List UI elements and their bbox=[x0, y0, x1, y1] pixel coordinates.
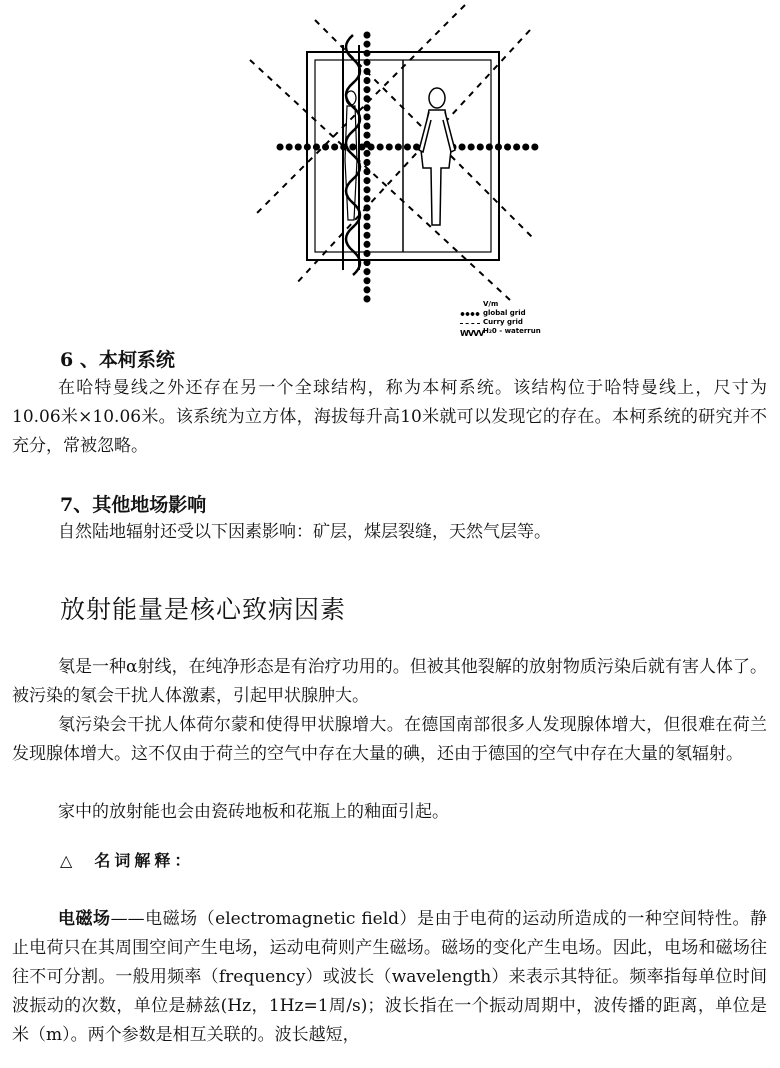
glossary-title: 名词解释： bbox=[94, 851, 195, 870]
section7-paragraph: 自然陆地辐射还受以下因素影响：矿层，煤层裂缝，天然气层等。 bbox=[58, 522, 551, 542]
paragraph-glaze: 家中的放射能也会由瓷砖地板和花瓶上的釉面引起。 bbox=[58, 802, 449, 822]
legend-global: global grid bbox=[483, 309, 526, 317]
section6-heading: 6 、本柯系统 bbox=[60, 349, 175, 371]
room-frame bbox=[307, 52, 499, 260]
paragraph-radon: 氡是一种α射线，在纯净形态是有治疗功用的。但被其他裂解的放射物质污染后就有害人体了。被污染的氡会干扰人体激素，引起甲状腺肿大。 bbox=[12, 657, 767, 706]
legend-curry: Curry grid bbox=[483, 318, 523, 326]
triangle-icon: △ bbox=[60, 851, 77, 870]
glossary-definition: ——电磁场（electromagnetic field）是由于电荷的运动所造成的一种空间特性。静止电荷只在其周围空间产生电场，运动电荷则产生磁场。磁场的变化产生电场。因此，电场和磁场往往不可分割。一般用频率（frequency）或波长（wavelength）来表示其特征。频率指每单位时间波振动的次数，单位是赫兹(Hz，1Hz=1周/s)；波长指在一个振动周期中，波传播的距离，单位是米（m）。两个参数是相互关联的。波长越短， bbox=[12, 909, 767, 1045]
person-standing bbox=[419, 88, 455, 225]
global-grid-swatch bbox=[460, 311, 480, 317]
curry-grid-lines bbox=[250, 5, 535, 300]
glossary-term: 电磁场 bbox=[58, 909, 111, 929]
legend-title: V/m bbox=[483, 300, 499, 308]
paragraph-thyroid: 氡污染会干扰人体荷尔蒙和使得甲状腺增大。在德国南部很多人发现腺体增大，但很难在荷兰发现腺体增大。这不仅由于荷兰的空气中存在大量的碘，还由于德国的空气中存在大量的氡辐射。 bbox=[12, 715, 767, 764]
room-grid-illustration bbox=[235, 0, 555, 345]
legend-water: H₂0 - waterrun bbox=[483, 327, 541, 335]
section7-heading: 7、其他地场影响 bbox=[60, 494, 207, 516]
grid-diagram bbox=[235, 0, 555, 345]
section6-paragraph: 在哈特曼线之外还存在另一个全球结构，称为本柯系统。该结构位于哈特曼线上，尺寸为10.06米×10.06米。该系统为立方体，海拔每升高10米就可以发现它的存在。本柯系统的研究并不充分，常被忽略。 bbox=[12, 378, 767, 456]
water-run-line bbox=[346, 35, 360, 275]
water-swatch: WVVV bbox=[460, 328, 484, 338]
glossary-paragraph bbox=[12, 905, 767, 1050]
curry-grid-swatch bbox=[460, 323, 480, 324]
diagram-legend bbox=[460, 300, 541, 336]
main-heading: 放射能量是核心致病因素 bbox=[60, 595, 347, 624]
glossary-heading bbox=[60, 848, 194, 871]
